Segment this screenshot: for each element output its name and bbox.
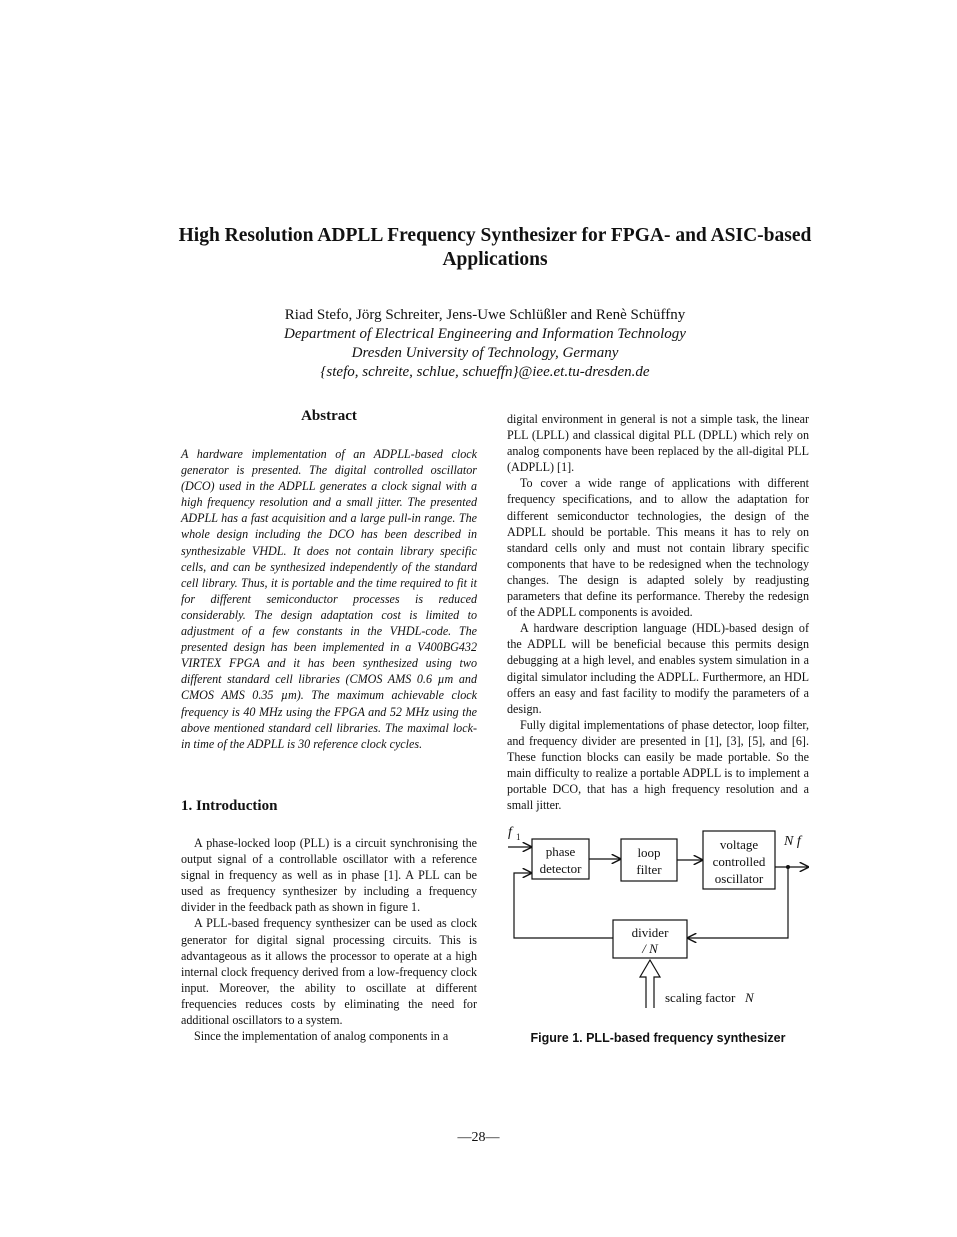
title-line-2: Applications	[442, 249, 548, 270]
intro-paragraph-3: Since the implementation of analog components in a	[194, 1029, 449, 1044]
intro-paragraph-1: A phase-locked loop (PLL) is a circuit synchronising the output signal of a controllable oscillator with a reference signal in frequency as well as in phase [1]. A PLL can be used as frequency synthesizer by including a frequency divider in the feedback path as shown in figure 1.	[181, 836, 477, 915]
vco-label-2: controlled	[712, 854, 766, 869]
loop-filter-label-1: loop	[637, 845, 661, 860]
right-paragraph-3: A hardware description language (HDL)-based design of the ADPLL will be beneficial because this permits design debugging at a high level, and enables system simulation in a digital simulator including the ADPLL. Furthermore, an HDL offers an easy and fast facility to modify the parameters of a design.	[507, 621, 809, 716]
affiliation-department: Department of Electrical Engineering and Information Technology	[284, 326, 686, 342]
divider-label-1: divider	[631, 925, 669, 940]
author-emails: {stefo, schreite, schlue, schueffn}@iee.et.tu-dresden.de	[320, 364, 650, 380]
input-signal-label: f	[508, 825, 512, 840]
feedback-path-return	[514, 873, 613, 938]
page-number: —28—	[457, 1130, 500, 1145]
authors: Riad Stefo, Jörg Schreiter, Jens-Uwe Schlüßler and Renè Schüffny	[284, 307, 686, 323]
affiliation-university: Dresden University of Technology, Germany	[351, 345, 619, 361]
phase-detector-label-2: detector	[539, 861, 582, 876]
author-block	[200, 306, 770, 382]
right-paragraph-2: To cover a wide range of applications with different frequency specifications, and to allow the adaptation for different semiconductor technologies, the design of the ADPLL should be portable. This means it has to rely on standard cells only and must not contain library specific components that have to be redesigned when the technology changes. The design is adapted solely by readjusting parameters that define its performance. Thereby the redesign of the ADPLL components is avoided.	[507, 476, 809, 620]
vco-label-3: oscillator	[714, 871, 764, 886]
divider-label-2: / N	[642, 941, 658, 956]
scaling-factor-arrow	[640, 960, 660, 1008]
scaling-factor-variable: N	[745, 990, 754, 1005]
abstract-heading: Abstract	[301, 408, 357, 424]
phase-detector-label-1: phase	[545, 844, 576, 859]
right-paragraph-1: digital environment in general is not a simple task, the linear PLL (LPLL) and classical digital PLL (DPLL) which rely on analog components have been replaced by the all-digital PLL (ADPLL) [1].	[507, 412, 809, 475]
vco-label-1: voltage	[719, 837, 759, 852]
paper-title	[160, 224, 830, 272]
scaling-factor-label: scaling factor	[665, 990, 736, 1005]
intro-paragraph-2: A PLL-based frequency synthesizer can be used as clock generator for digital signal processing circuits. This is advantageous as it allows the processor to operate at a high internal clock frequency derived from a low-frequency clock input. Moreover, the ability to oscillate at different frequencies reduces costs by eliminating the need for additional oscillators to a system.	[181, 916, 477, 1028]
pll-block-diagram	[505, 820, 815, 1020]
right-column-body	[507, 411, 809, 813]
abstract-text: A hardware implementation of an ADPLL-based clock generator is presented. The digital controlled oscillator (DCO) used in the ADPLL generates a clock signal with a high frequency resolution and a small jitter. The presented ADPLL has a fast acquisition and a large pull-in range. The whole design including the DCO has been described in synthesizable VHDL. It does not contain library specific cells, and can be synthesized independently of the standard cell library. Thus, it is portable and the time required to fit it for different semiconductor processes is reduced considerably. The design adaptation cost is limited to adjustment of a few constants in the VHDL-code. The presented design has been implemented in a V400BG432 VIRTEX FPGA and it has been synthesized using two different standard cell libraries (CMOS AMS 0.6 µm and CMOS AMS 0.35 µm). The maximum achievable clock frequency is 40 MHz using the FPGA and 52 MHz using the above mentioned standard cell libraries. The maximal lock-in time of the ADPLL is 30 reference clock cycles.	[181, 447, 477, 751]
figure-caption: Figure 1. PLL-based frequency synthesizer	[530, 1031, 786, 1045]
loop-filter-label-2: filter	[636, 862, 662, 877]
input-signal-subscript: 1	[516, 832, 521, 842]
introduction-heading: 1. Introduction	[181, 798, 278, 814]
abstract-body	[181, 446, 477, 752]
output-signal-label: N f	[784, 834, 801, 849]
title-line-1: High Resolution ADPLL Frequency Synthesizer for FPGA- and ASIC-based	[178, 225, 812, 246]
introduction-body	[181, 835, 477, 1044]
right-paragraph-4: Fully digital implementations of phase detector, loop filter, and frequency divider are presented in [1], [3], [5], and [6]. These function blocks can easily be made portable. So the main difficulty to realize a portable ADPLL is to implement a portable DCO, that has a high frequency resolution and a small jitter.	[507, 717, 809, 813]
